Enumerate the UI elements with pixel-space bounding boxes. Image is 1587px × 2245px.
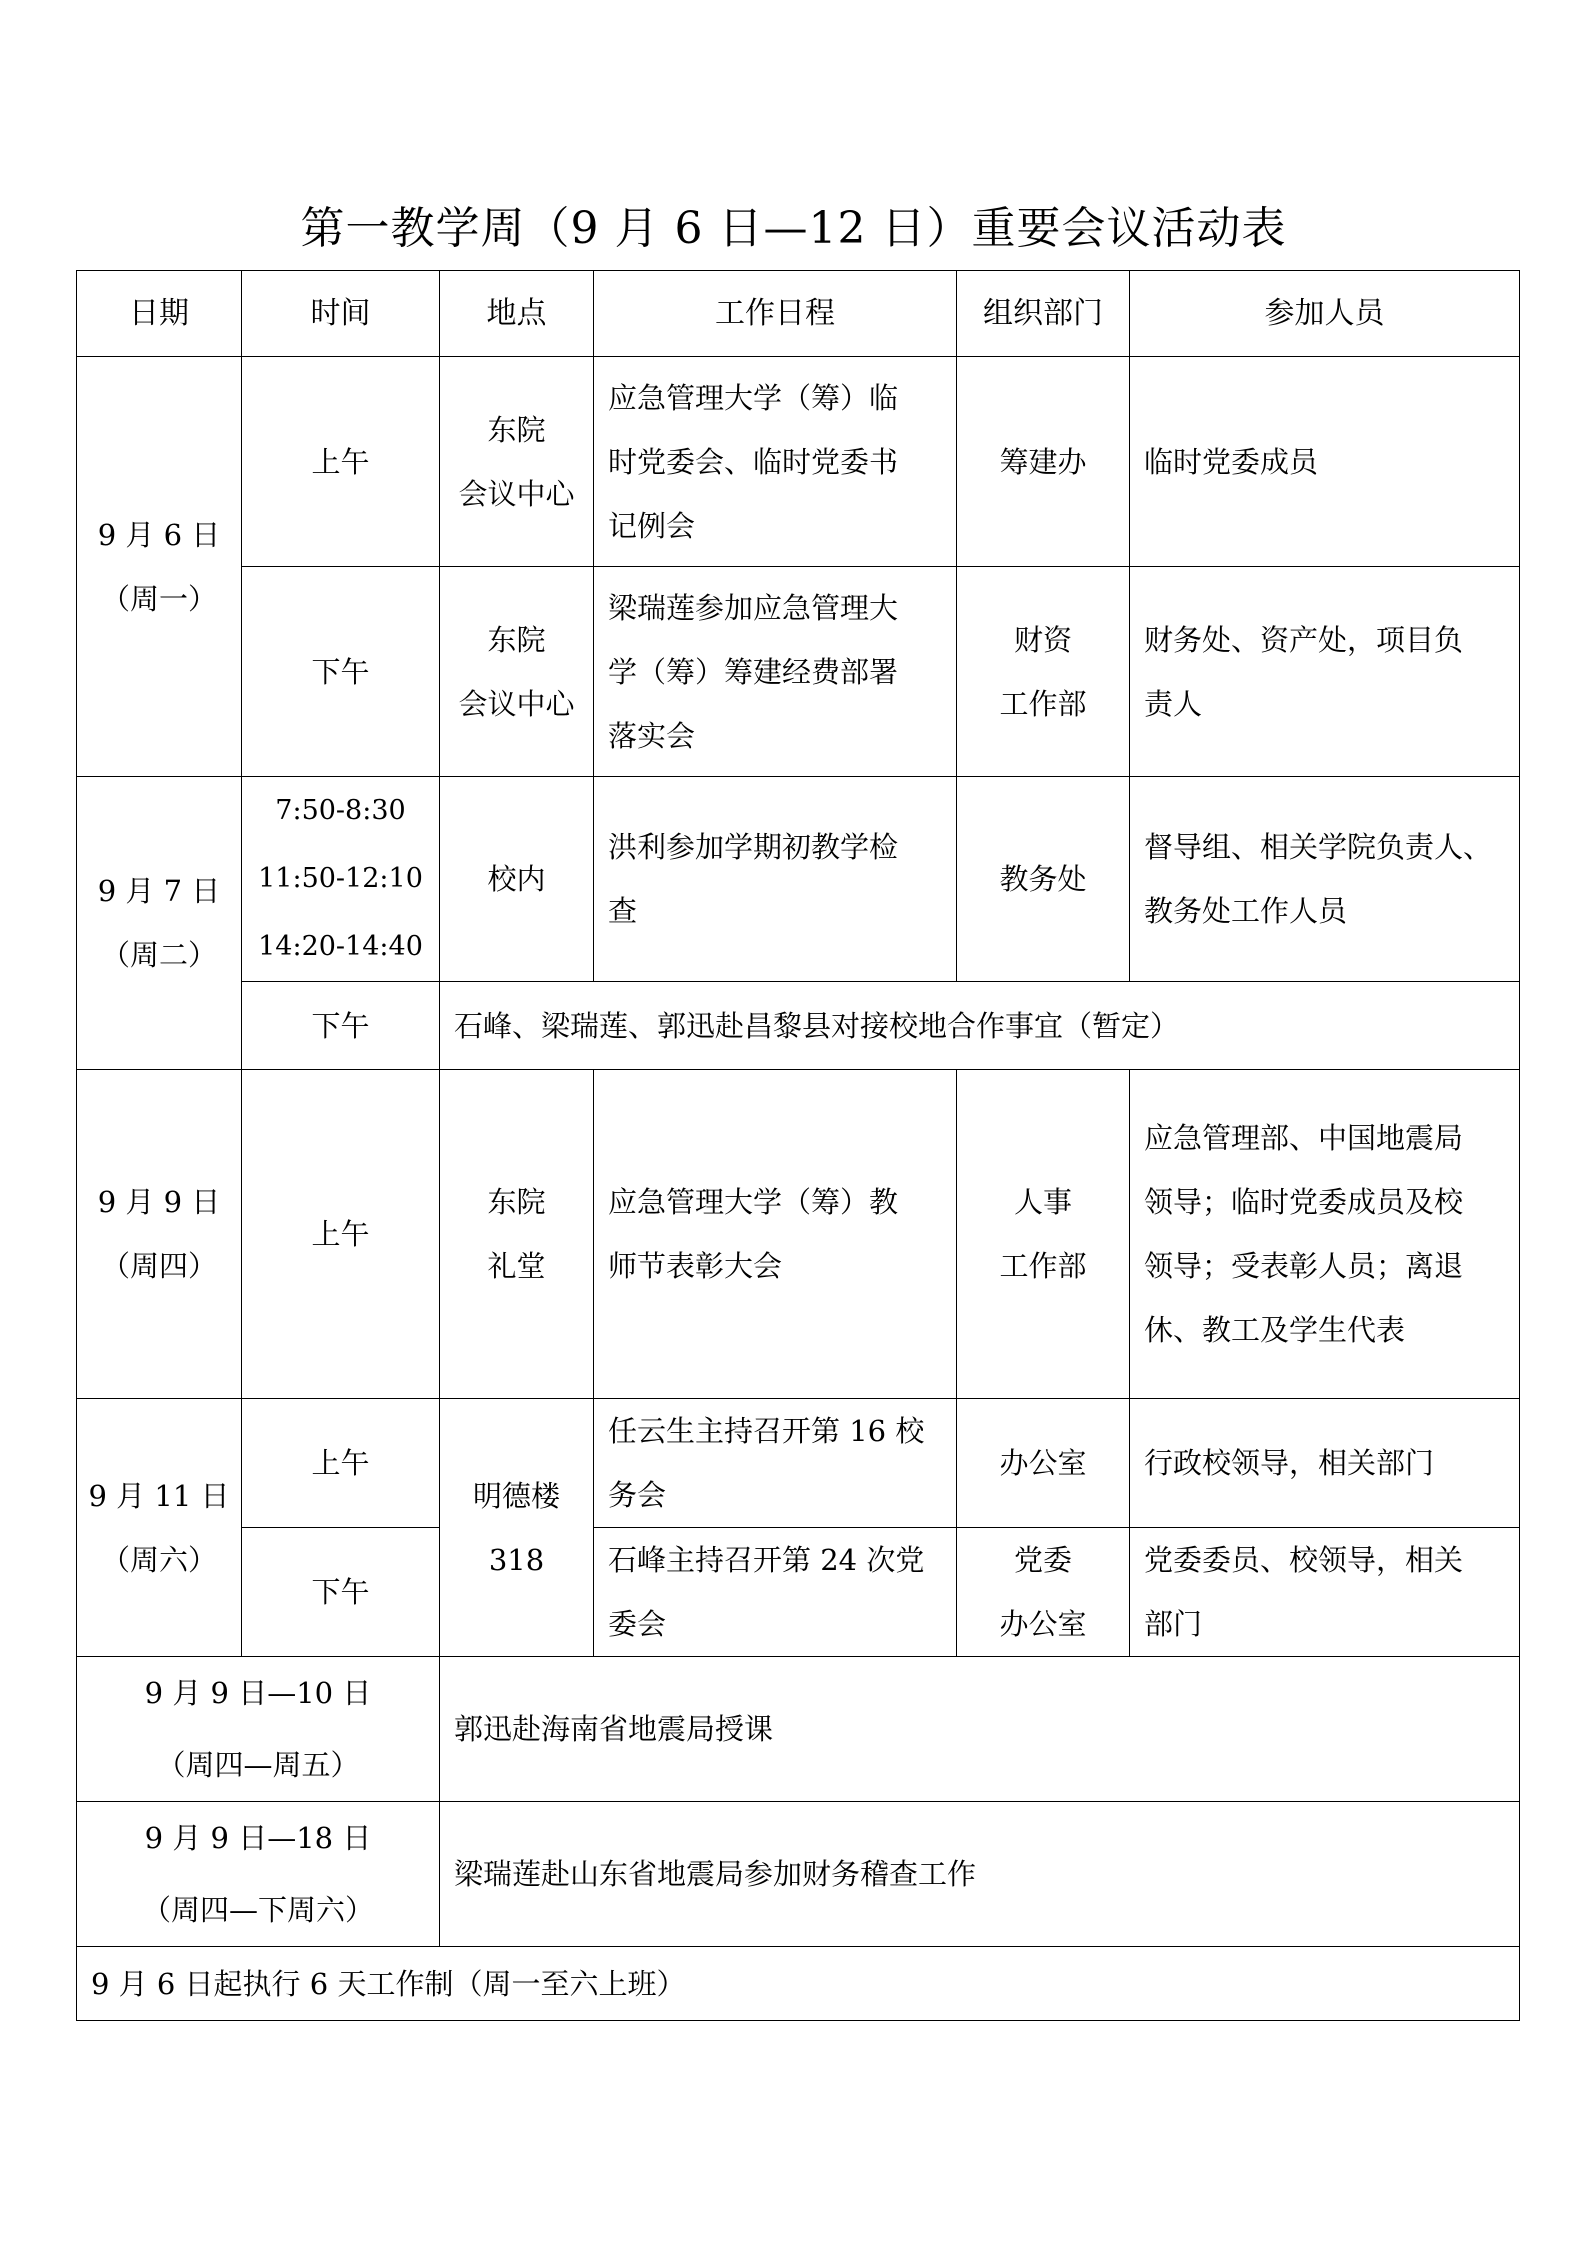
people-cell: 行政校领导，相关部门 [1130,1399,1520,1528]
dept-cell: 财资 工作部 [957,567,1130,777]
agenda-cell: 梁瑞莲参加应急管理大 学（筹）筹建经费部署 落实会 [594,567,957,777]
time-cell: 下午 [242,982,440,1070]
header-people: 参加人员 [1130,271,1520,357]
date-range-cell: 9 月 9 日—10 日 （周四—周五） [77,1657,440,1802]
date-cell: 9 月 6 日 （周一） [77,357,242,777]
people-cell: 应急管理部、中国地震局 领导；临时党委成员及校 领导；受表彰人员；离退 休、教工及学生代表 [1130,1070,1520,1399]
dept-cell: 办公室 [957,1399,1130,1528]
time-cell: 上午 [242,1399,440,1528]
place-cell: 东院 会议中心 [440,567,594,777]
place-cell: 校内 [440,777,594,982]
header-dept: 组织部门 [957,271,1130,357]
dept-cell: 人事 工作部 [957,1070,1130,1399]
table-row [77,567,1520,777]
footer-row [77,1947,1520,2021]
agenda-cell: 任云生主持召开第 16 校 务会 [594,1399,957,1528]
merged-agenda-cell: 郭迅赴海南省地震局授课 [440,1657,1520,1802]
time-cell: 上午 [242,1070,440,1399]
table-row [77,1802,1520,1947]
agenda-cell: 石峰主持召开第 24 次党 委会 [594,1528,957,1657]
table-row [77,1070,1520,1399]
dept-cell: 党委 办公室 [957,1528,1130,1657]
table-row [77,1399,1520,1528]
header-place: 地点 [440,271,594,357]
agenda-cell: 洪利参加学期初教学检 查 [594,777,957,982]
footer-note: 9 月 6 日起执行 6 天工作制（周一至六上班） [77,1947,1520,2021]
dept-cell: 筹建办 [957,357,1130,567]
date-range-cell: 9 月 9 日—18 日 （周四—下周六） [77,1802,440,1947]
place-cell: 明德楼 318 [440,1399,594,1657]
people-cell: 财务处、资产处，项目负 责人 [1130,567,1520,777]
table-row [77,357,1520,567]
time-cell: 上午 [242,357,440,567]
table-row [77,1657,1520,1802]
merged-agenda-cell: 石峰、梁瑞莲、郭迅赴昌黎县对接校地合作事宜（暂定） [440,982,1520,1070]
header-time: 时间 [242,271,440,357]
people-cell: 临时党委成员 [1130,357,1520,567]
time-cell: 下午 [242,1528,440,1657]
people-cell: 党委委员、校领导，相关 部门 [1130,1528,1520,1657]
date-cell: 9 月 7 日 （周二） [77,777,242,1070]
page-title: 第一教学周（9 月 6 日—12 日）重要会议活动表 [300,203,1287,254]
table-row [77,777,1520,982]
header-agenda: 工作日程 [594,271,957,357]
merged-agenda-cell: 梁瑞莲赴山东省地震局参加财务稽查工作 [440,1802,1520,1947]
time-cell: 下午 [242,567,440,777]
header-date: 日期 [77,271,242,357]
date-cell: 9 月 11 日 （周六） [77,1399,242,1657]
date-cell: 9 月 9 日 （周四） [77,1070,242,1399]
dept-cell: 教务处 [957,777,1130,982]
time-cell: 7:50-8:30 11:50-12:10 14:20-14:40 [242,777,440,982]
schedule-table [76,270,1520,2021]
place-cell: 东院 会议中心 [440,357,594,567]
table-row [77,982,1520,1070]
table-row [77,1528,1520,1657]
header-row [77,271,1520,357]
people-cell: 督导组、相关学院负责人、 教务处工作人员 [1130,777,1520,982]
place-cell: 东院 礼堂 [440,1070,594,1399]
agenda-cell: 应急管理大学（筹）临 时党委会、临时党委书 记例会 [594,357,957,567]
agenda-cell: 应急管理大学（筹）教 师节表彰大会 [594,1070,957,1399]
